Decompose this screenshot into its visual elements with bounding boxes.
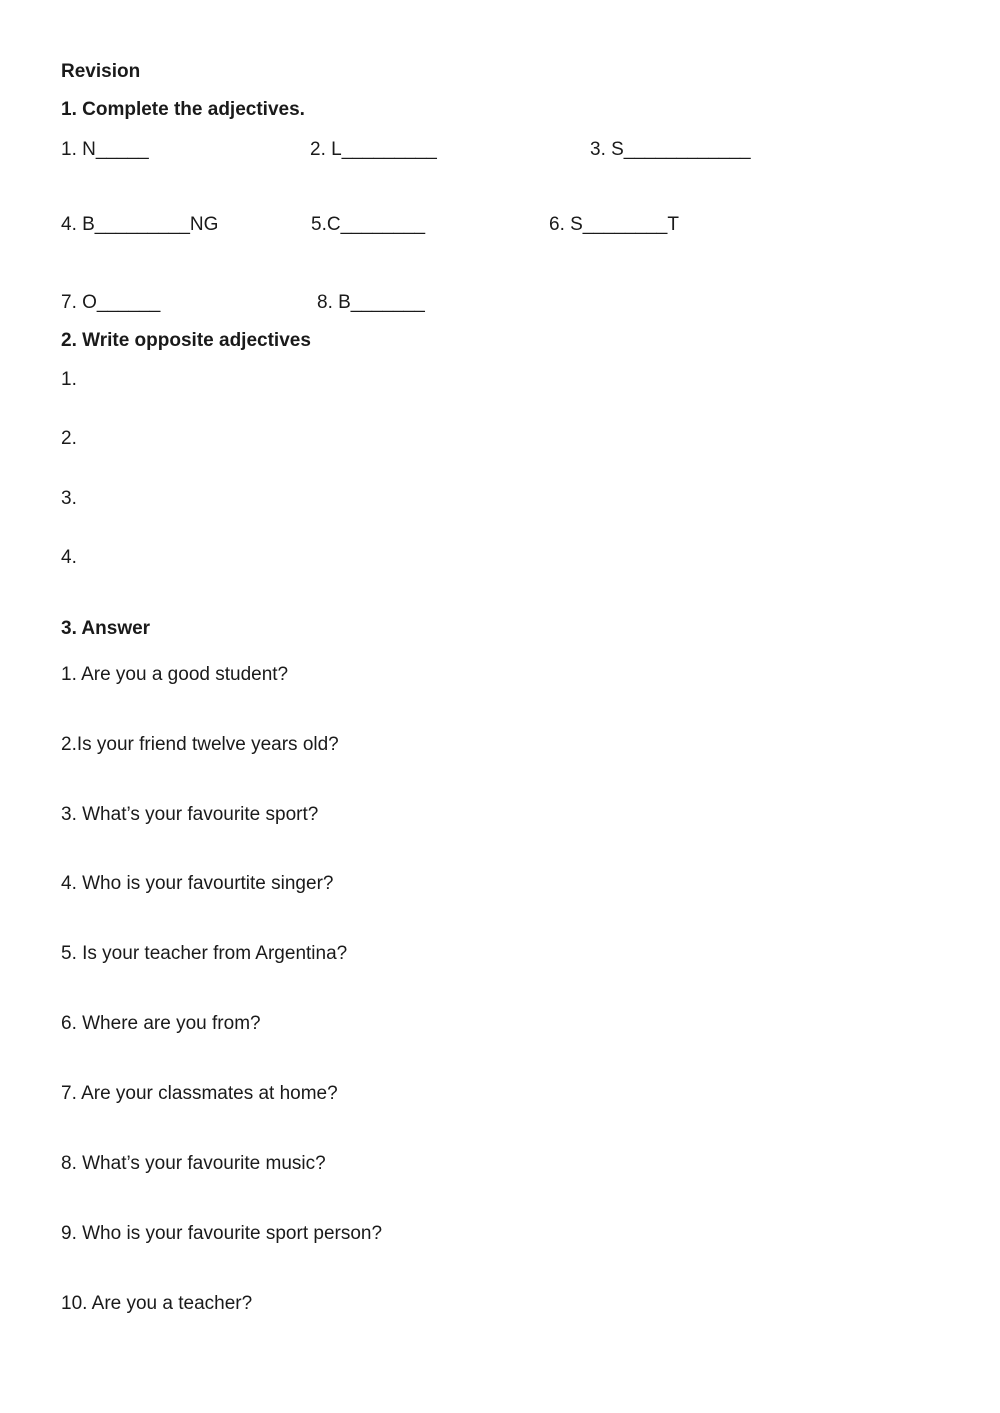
adjective-item: 5.C________ [311, 214, 426, 235]
question-item: 3. What’s your favourite sport? [61, 804, 319, 825]
adjective-item: 8. B_______ [317, 292, 425, 313]
opposite-item: 3. [61, 488, 77, 509]
opposite-item: 1. [61, 369, 77, 390]
question-item: 9. Who is your favourite sport person? [61, 1223, 383, 1244]
opposite-item: 4. [61, 547, 77, 568]
adjective-item: 2. L_________ [310, 139, 437, 160]
adjective-item: 4. B_________NG [61, 214, 219, 235]
section3-heading: 3. Answer [61, 618, 151, 639]
section1-heading: 1. Complete the adjectives. [61, 99, 305, 120]
question-item: 1. Are you a good student? [61, 664, 289, 685]
adjective-item: 6. S________T [549, 214, 679, 235]
question-item: 2.Is your friend twelve years old? [61, 734, 339, 755]
adjective-item: 1. N_____ [61, 139, 149, 160]
opposite-item: 2. [61, 428, 77, 449]
question-item: 7. Are your classmates at home? [61, 1083, 338, 1104]
question-item: 6. Where are you from? [61, 1013, 261, 1034]
question-item: 10. Are you a teacher? [61, 1293, 253, 1314]
adjective-item: 7. O______ [61, 292, 161, 313]
question-item: 4. Who is your favourtite singer? [61, 873, 334, 894]
page-title: Revision [61, 61, 141, 82]
question-item: 8. What’s your favourite music? [61, 1153, 326, 1174]
adjective-item: 3. S____________ [590, 139, 751, 160]
section2-heading: 2. Write opposite adjectives [61, 330, 311, 351]
question-item: 5. Is your teacher from Argentina? [61, 943, 348, 964]
